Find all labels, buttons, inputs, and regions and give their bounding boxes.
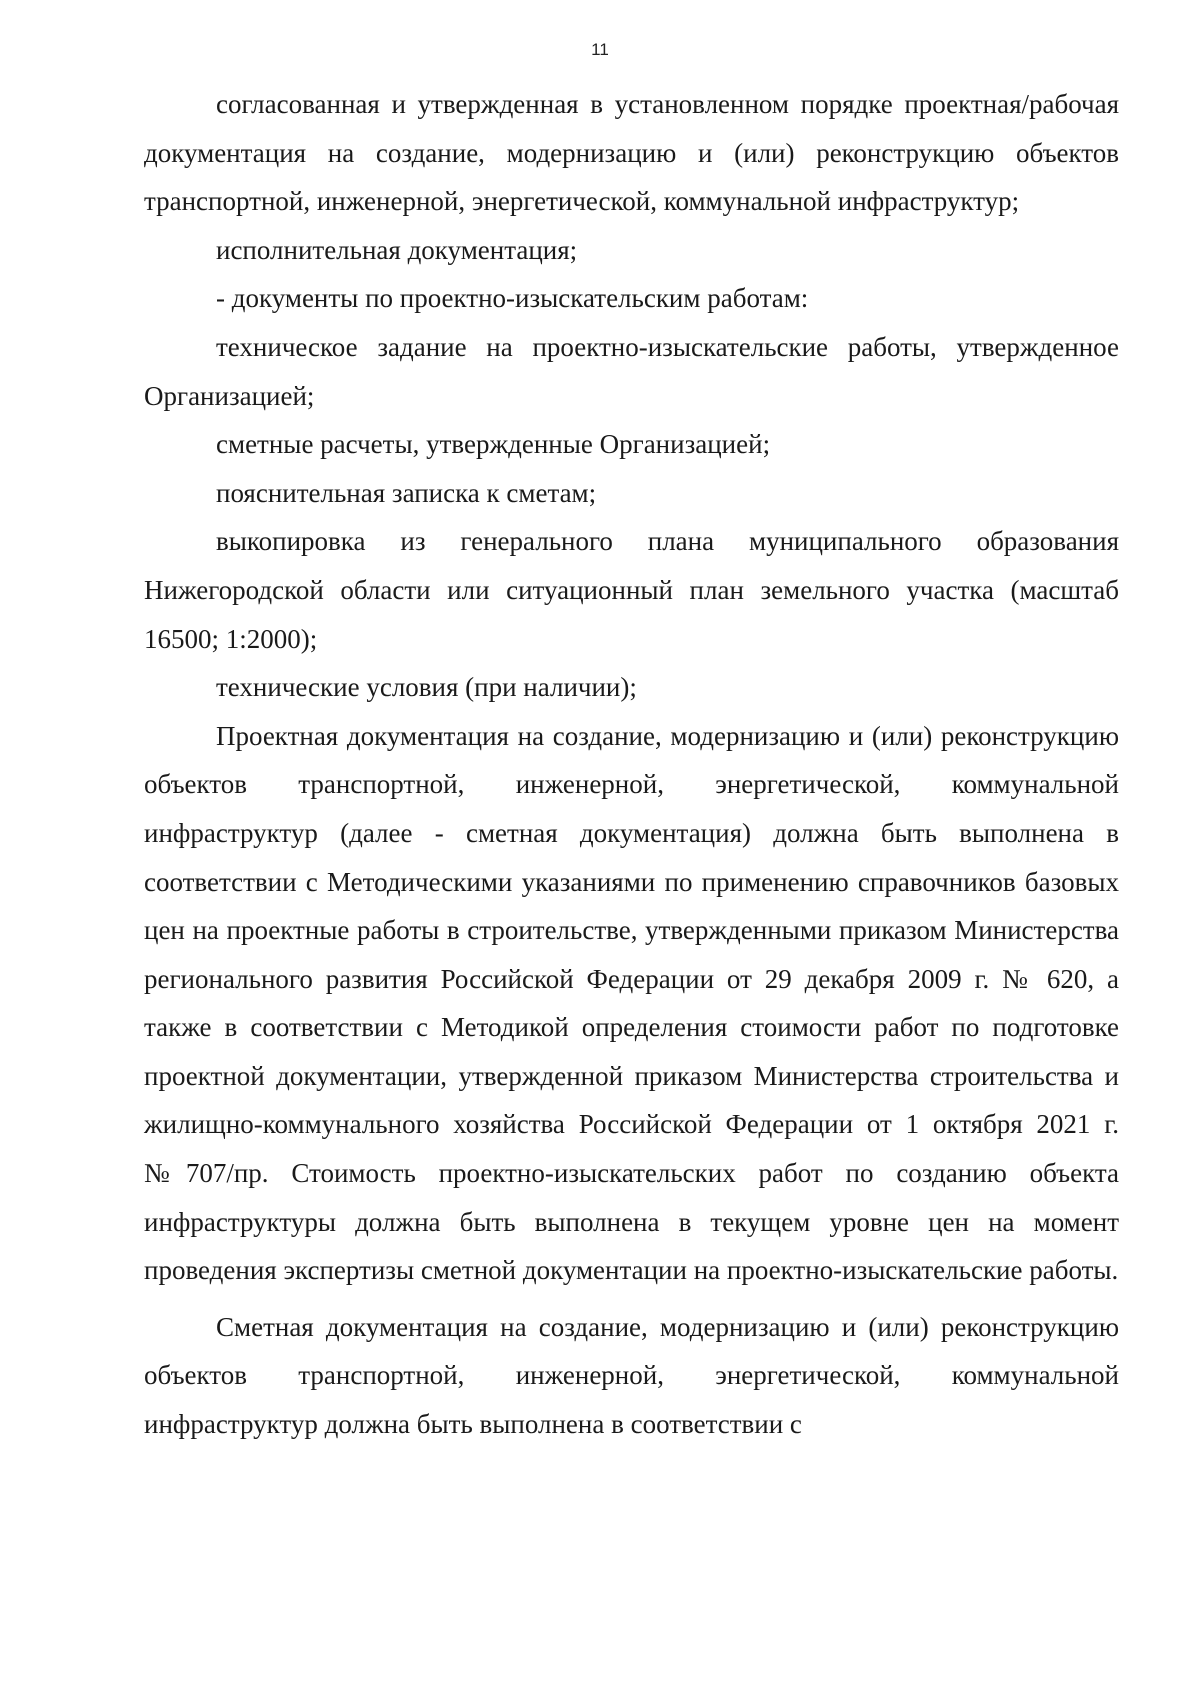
paragraph-technical-assignment: техническое задание на проектно-изыскательские работы, утвержденное Организацией; xyxy=(144,331,1119,411)
paragraph-technical-conditions: технические условия (при наличии); xyxy=(216,672,637,703)
paragraph-executive-documentation: исполнительная документация; xyxy=(216,234,578,265)
paragraph-estimate-documentation: Сметная документация на создание, модернизацию и (или) реконструкцию объектов транспортной, инженерной, энергетической, коммунальной инфраструктур должна быть выполнена в соответствии с xyxy=(144,1311,1119,1440)
paragraph-project-documentation: Проектная документация на создание, модернизацию и (или) реконструкцию объектов транспортной, инженерной, энергетической, коммунальной инфраструктур (далее - сметная документация) должна быть выполнена в соответствии с Методическими указаниями по применению справочников базовых цен на проектные работы в строительстве, утвержденными приказом Министерства регионального развития Российской Федерации от 29 декабря 2009 г. № 620, а также в соответствии с Методикой определения стоимости работ по подготовке проектной документации, утвержденной приказом Министерства строительства и жилищно-коммунального хозяйства Российской Федерации от 1 октября 2021 г. №707/пр. Стоимость проектно-изыскательских работ по созданию объекта инфраструктуры должна быть выполнена в текущем уровне цен на момент проведения экспертизы сметной документации на проектно-изыскательские работы. xyxy=(144,720,1119,1286)
paragraph-explanatory-note: пояснительная записка к сметам; xyxy=(216,477,597,508)
page-number: 11 xyxy=(591,40,609,59)
paragraph-master-plan-extract: выкопировка из генерального плана муниципального образования Нижегородской области или ситуационный план земельного участка (масштаб 16500; 1:2000); xyxy=(144,526,1119,654)
document-body xyxy=(144,80,1119,1449)
paragraph-survey-documents-heading: - документы по проектно-изыскательским работам: xyxy=(216,283,809,314)
paragraph-cost-estimates: сметные расчеты, утвержденные Организацией; xyxy=(216,429,771,460)
paragraph-approved-documentation: согласованная и утвержденная в установленном порядке проектная/рабочая документация на создание, модернизацию и (или) реконструкцию объектов транспортной, инженерной, энергетической, коммунальной инфраструктур; xyxy=(144,89,1119,217)
